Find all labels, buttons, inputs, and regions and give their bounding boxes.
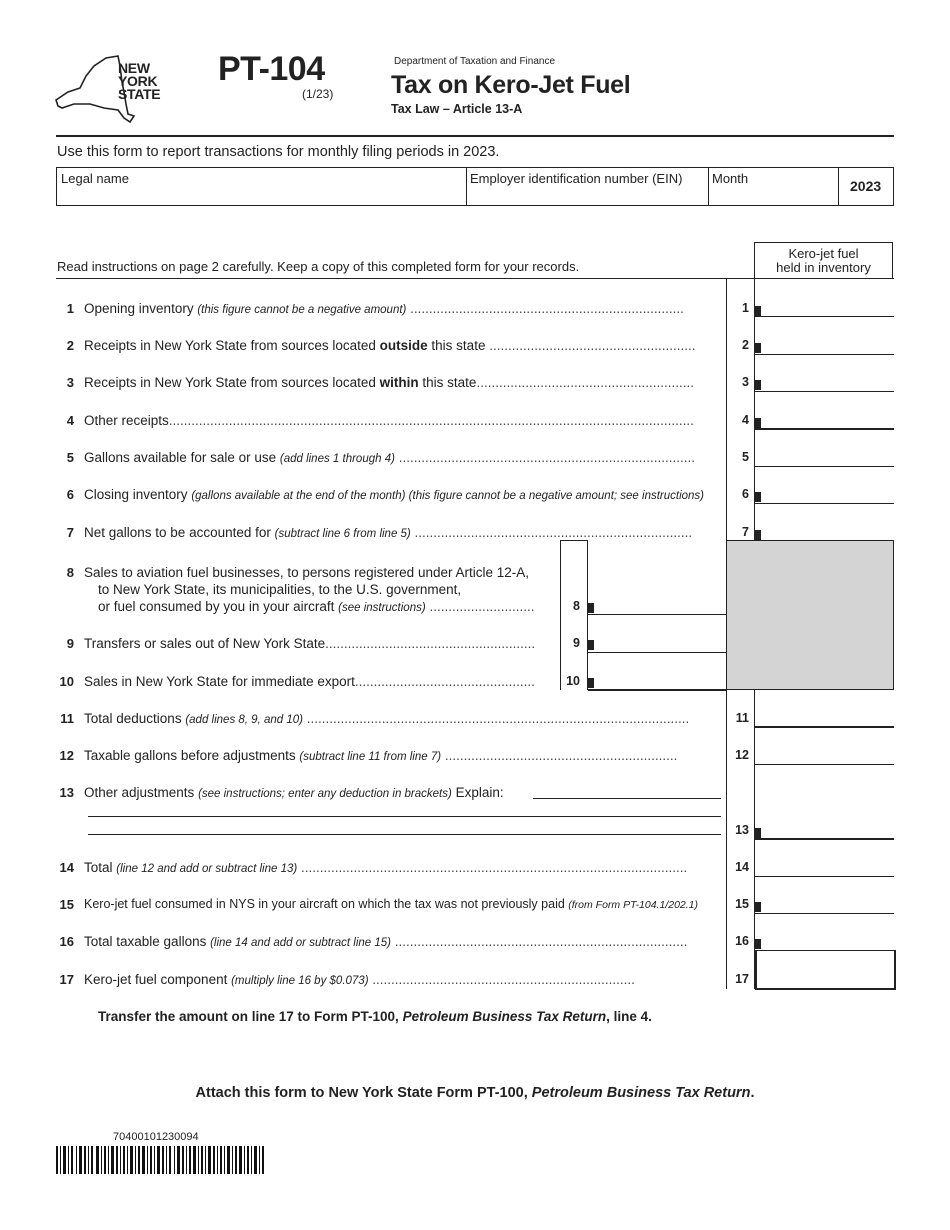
line-number: 3 — [66, 375, 74, 390]
line-number: 1 — [66, 301, 74, 316]
box-number: 11 — [735, 711, 749, 725]
entry-marker — [755, 530, 761, 540]
line-number: 6 — [66, 487, 74, 502]
box-number: 12 — [735, 748, 749, 762]
line-number: 15 — [59, 897, 74, 912]
box-number: 10 — [566, 674, 580, 688]
line-number: 11 — [60, 711, 74, 726]
sub-num-col-right — [587, 540, 588, 690]
box-number: 15 — [735, 897, 749, 911]
sub-col-top — [560, 540, 588, 541]
barcode-number: 70400101230094 — [113, 1131, 199, 1143]
line-label: Sales in New York State for immediate export................................................ — [84, 674, 535, 689]
entry-field-14[interactable] — [755, 876, 894, 877]
line-number: 14 — [59, 860, 74, 875]
box-number: 17 — [735, 972, 749, 986]
nys-logo — [54, 52, 169, 124]
entry-field-8[interactable] — [588, 614, 726, 615]
line-label: Kero-jet fuel consumed in NYS in your aircraft on which the tax was not previously paid (from Form PT-104.1/202.1) — [84, 897, 699, 911]
column-header-line2: held in inventory — [776, 260, 871, 275]
logo-line-new: NEW — [118, 60, 150, 76]
line-number: 10 — [59, 674, 74, 689]
line-label-1: Sales to aviation fuel businesses, to persons registered under Article 12-A, — [84, 565, 529, 580]
entry-field-5[interactable] — [755, 466, 894, 467]
legal-name-label: Legal name — [61, 171, 129, 186]
entry-field-10[interactable] — [588, 689, 726, 691]
box-number: 2 — [742, 338, 749, 352]
line-number: 8 — [66, 565, 74, 580]
line-label: Kero-jet fuel component (multiply line 16 by $0.073) ...................................................................... — [84, 972, 635, 987]
line-number: 16 — [59, 934, 74, 949]
form-revision: (1/23) — [302, 87, 334, 101]
entry-field-13[interactable] — [755, 838, 894, 840]
ein-field[interactable] — [467, 168, 709, 205]
line-label: Net gallons to be accounted for (subtract line 6 from line 5) .......................................................................... — [84, 525, 693, 540]
line-number: 5 — [66, 450, 74, 465]
entry-field-12[interactable] — [755, 764, 894, 765]
form-number: PT-104 — [218, 50, 325, 88]
logo-line-york: YORK — [118, 73, 158, 89]
entry-marker — [755, 306, 761, 316]
header-divider — [56, 135, 894, 137]
line-label: Total taxable gallons (line 14 and add or subtract line 15) .............................................................................. — [84, 934, 688, 949]
ein-label: Employer identification number (EIN) — [470, 171, 683, 186]
line-number: 9 — [66, 636, 74, 651]
month-field[interactable] — [709, 168, 839, 205]
line-label: Receipts in New York State from sources located within this state.......................................................... — [84, 375, 694, 390]
taxpayer-info-box — [56, 167, 894, 206]
column-header — [754, 242, 893, 278]
line-label: Other receipts............................................................................................................................................ — [84, 413, 694, 428]
shaded-block — [726, 540, 894, 690]
line-label: Receipts in New York State from sources located outside this state ....................................................... — [84, 338, 696, 353]
column-header-line1: Kero-jet fuel — [788, 246, 859, 261]
line-number: 12 — [59, 748, 74, 763]
table-top-rule — [56, 278, 894, 279]
sub-num-col-left — [560, 540, 561, 690]
entry-field-17[interactable] — [755, 950, 896, 990]
entry-field-6[interactable] — [755, 503, 894, 504]
box-number: 9 — [573, 636, 580, 650]
box-number: 6 — [742, 487, 749, 501]
form-title: Tax on Kero-Jet Fuel — [391, 71, 631, 99]
department-name: Department of Taxation and Finance — [394, 56, 556, 67]
explain-line-3[interactable] — [88, 834, 721, 835]
entry-marker — [755, 939, 761, 949]
entry-field-2[interactable] — [755, 354, 894, 355]
explain-line-2[interactable] — [88, 816, 721, 817]
logo-line-state: STATE — [118, 86, 161, 102]
line-number: 2 — [66, 338, 74, 353]
entry-field-1[interactable] — [755, 316, 894, 317]
line-number: 13 — [59, 785, 74, 800]
month-label: Month — [712, 171, 749, 186]
line-number: 4 — [66, 413, 74, 428]
box-number: 5 — [742, 450, 749, 464]
entry-marker — [588, 603, 594, 613]
line-label: Total deductions (add lines 8, 9, and 10) ...................................................................................................... — [84, 711, 690, 726]
line-label: Opening inventory (this figure cannot be a negative amount) ......................................................................... — [84, 301, 684, 316]
year-value: 2023 — [850, 178, 882, 194]
attach-note: Attach this form to New York State Form PT-100, Petroleum Business Tax Return. — [195, 1085, 755, 1101]
entry-marker — [755, 343, 761, 353]
line-number: 17 — [59, 972, 74, 987]
entry-marker — [588, 678, 594, 688]
box-number: 3 — [742, 375, 749, 389]
entry-marker — [755, 492, 761, 502]
box-number: 1 — [742, 301, 749, 315]
line-label: Gallons available for sale or use (add lines 1 through 4) ............................................................................... — [84, 450, 695, 465]
transfer-note: Transfer the amount on line 17 to Form PT-100, Petroleum Business Tax Return, line 4. — [98, 1009, 652, 1024]
intro-text: Use this form to report transactions for monthly filing periods in 2023. — [57, 144, 500, 160]
entry-marker — [755, 828, 761, 838]
line-label: Other adjustments (see instructions; enter any deduction in brackets) Explain: — [84, 785, 504, 800]
entry-field-11[interactable] — [755, 726, 894, 728]
box-number: 4 — [742, 413, 749, 427]
box-number: 7 — [742, 525, 749, 539]
form-subtitle: Tax Law – Article 13-A — [391, 102, 523, 116]
line-label: Total (line 12 and add or subtract line 13) ....................................................................................................... — [84, 860, 688, 875]
line-number: 7 — [66, 525, 74, 540]
entry-marker — [588, 640, 594, 650]
entry-marker — [755, 418, 761, 428]
entry-field-9[interactable] — [588, 652, 726, 653]
line-label: Closing inventory (gallons available at the end of the month) (this figure cannot be a negative amount; see instructions) — [84, 487, 705, 502]
explain-line-1[interactable] — [533, 798, 721, 799]
entry-field-3[interactable] — [755, 391, 894, 392]
box-number: 13 — [735, 823, 749, 837]
barcode-icon — [56, 1146, 266, 1174]
line-label-2: to New York State, its municipalities, to the U.S. government, — [98, 582, 462, 597]
legal-name-field[interactable] — [57, 168, 467, 205]
line-label: Taxable gallons before adjustments (subtract line 11 from line 7) .............................................................. — [84, 748, 678, 763]
box-number: 16 — [735, 934, 749, 948]
entry-field-15[interactable] — [755, 913, 894, 914]
instructions-text: Read instructions on page 2 carefully. Keep a copy of this completed form for your records. — [57, 259, 580, 274]
entry-field-4[interactable] — [755, 428, 894, 430]
line-label: Transfers or sales out of New York State........................................................ — [84, 636, 536, 651]
entry-marker — [755, 380, 761, 390]
box-number: 14 — [735, 860, 749, 874]
box-number: 8 — [573, 599, 580, 613]
line-label-3: or fuel consumed by you in your aircraft (see instructions) ............................ — [98, 599, 535, 614]
entry-marker — [755, 902, 761, 912]
